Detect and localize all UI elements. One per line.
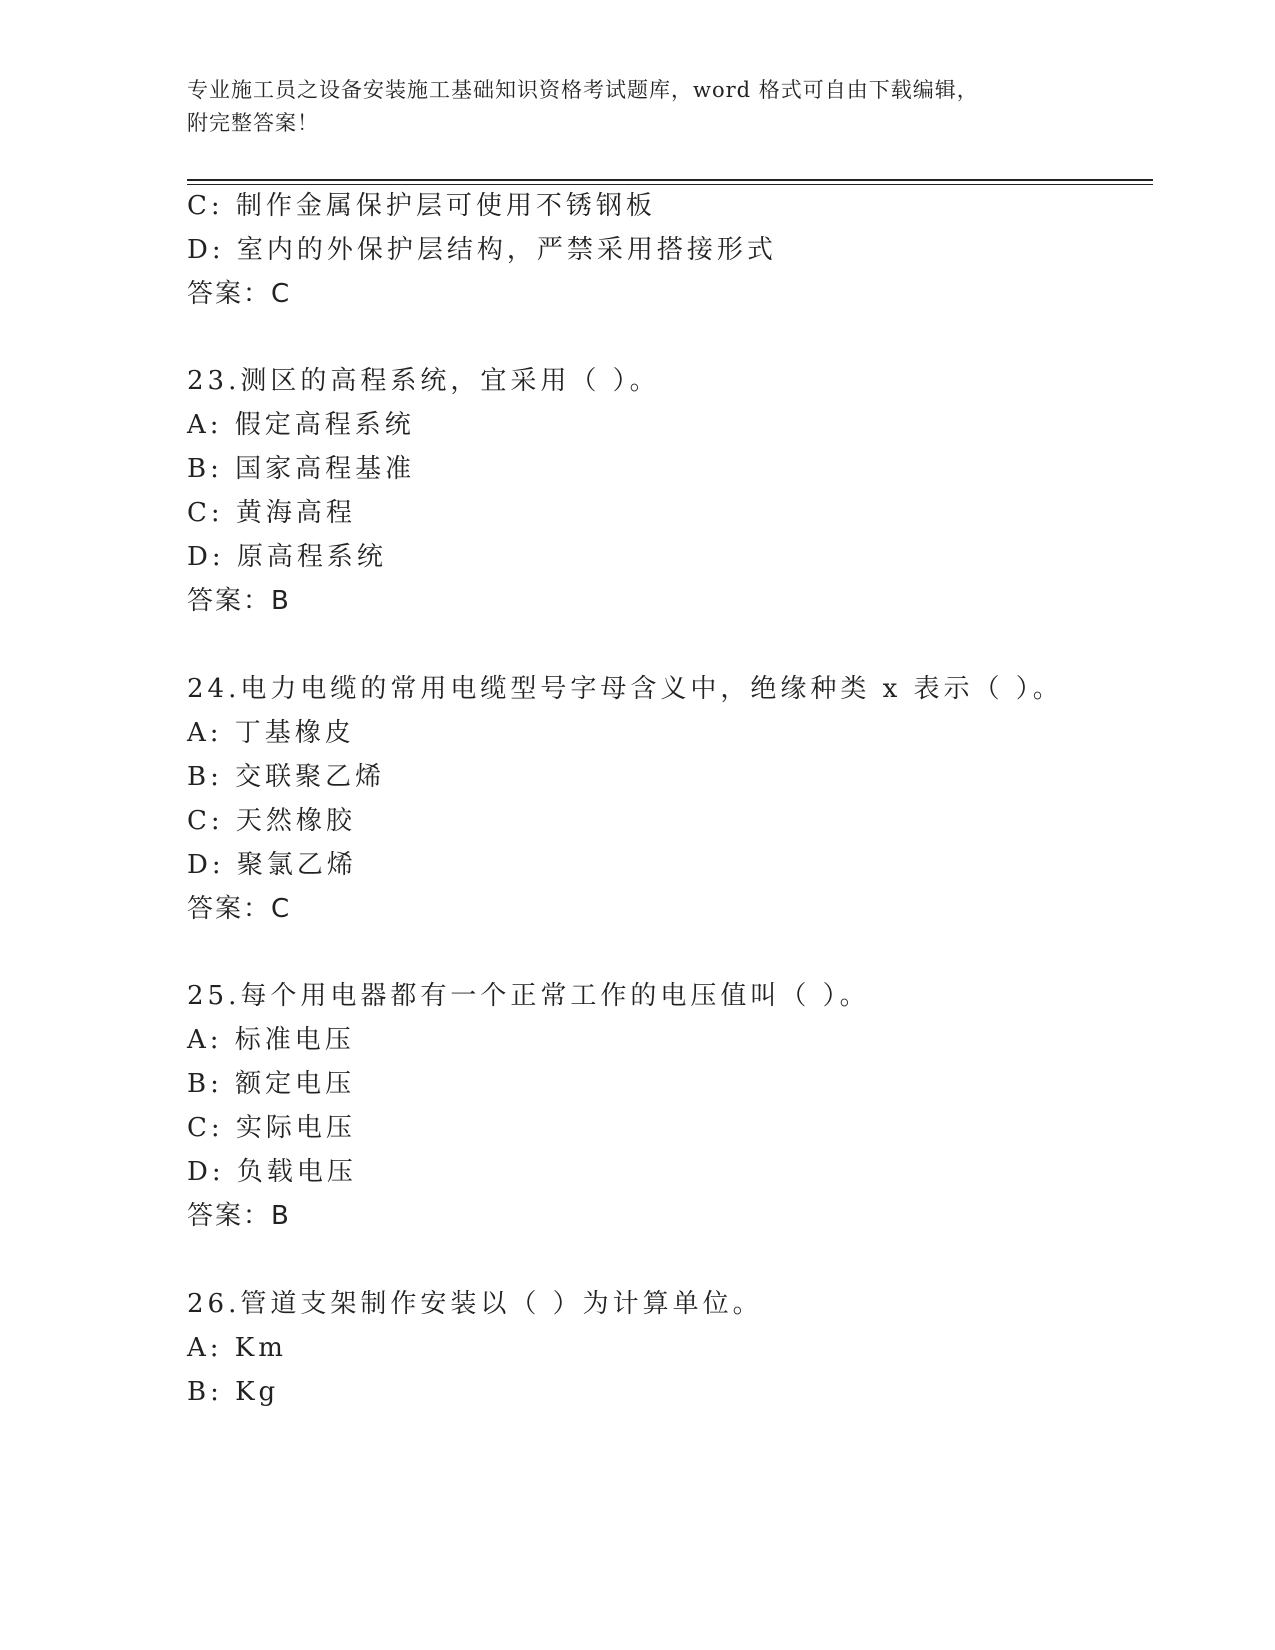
question-23-answer: 答案：B	[187, 586, 291, 616]
question-23-option-a: A: 假定高程系统	[187, 410, 415, 440]
question-24-answer: 答案：C	[187, 894, 292, 924]
header-divider-thick	[187, 179, 1153, 181]
question-26-option-a: A: Km	[187, 1333, 287, 1363]
question-24-option-d: D: 聚氯乙烯	[187, 850, 357, 880]
question-24-option-b: B: 交联聚乙烯	[187, 762, 386, 792]
question-26-option-b: B: Kg	[187, 1377, 280, 1407]
document-header	[187, 74, 1087, 140]
question-26-stem: 26.管道支架制作安装以（ ）为计算单位。	[187, 1289, 763, 1319]
question-23-stem: 23.测区的高程系统，宜采用（ ）。	[187, 366, 660, 396]
question-24-option-a: A: 丁基橡皮	[187, 718, 355, 748]
question-25-stem: 25.每个用电器都有一个正常工作的电压值叫（ ）。	[187, 981, 870, 1011]
question-24-stem: 24.电力电缆的常用电缆型号字母含义中，绝缘种类 x 表示（ ）。	[187, 674, 1063, 704]
question-23-option-d: D: 原高程系统	[187, 542, 387, 572]
question-25-option-c: C: 实际电压	[187, 1113, 356, 1143]
question-25-option-a: A: 标准电压	[187, 1025, 355, 1055]
prev-option-c: C: 制作金属保护层可使用不锈钢板	[187, 191, 656, 221]
question-23-option-c: C: 黄海高程	[187, 498, 356, 528]
question-23-option-b: B: 国家高程基准	[187, 454, 416, 484]
question-25-option-b: B: 额定电压	[187, 1069, 356, 1099]
header-divider-thin	[187, 184, 1153, 185]
question-24-option-c: C: 天然橡胶	[187, 806, 356, 836]
question-25-answer: 答案：B	[187, 1201, 291, 1231]
prev-answer: 答案：C	[187, 279, 292, 309]
header-title-line1: 专业施工员之设备安装施工基础知识资格考试题库，word 格式可自由下载编辑，	[187, 78, 979, 102]
header-title-line2: 附完整答案！	[187, 111, 319, 135]
question-25-option-d: D: 负载电压	[187, 1157, 357, 1187]
prev-option-d: D: 室内的外保护层结构，严禁采用搭接形式	[187, 235, 777, 265]
